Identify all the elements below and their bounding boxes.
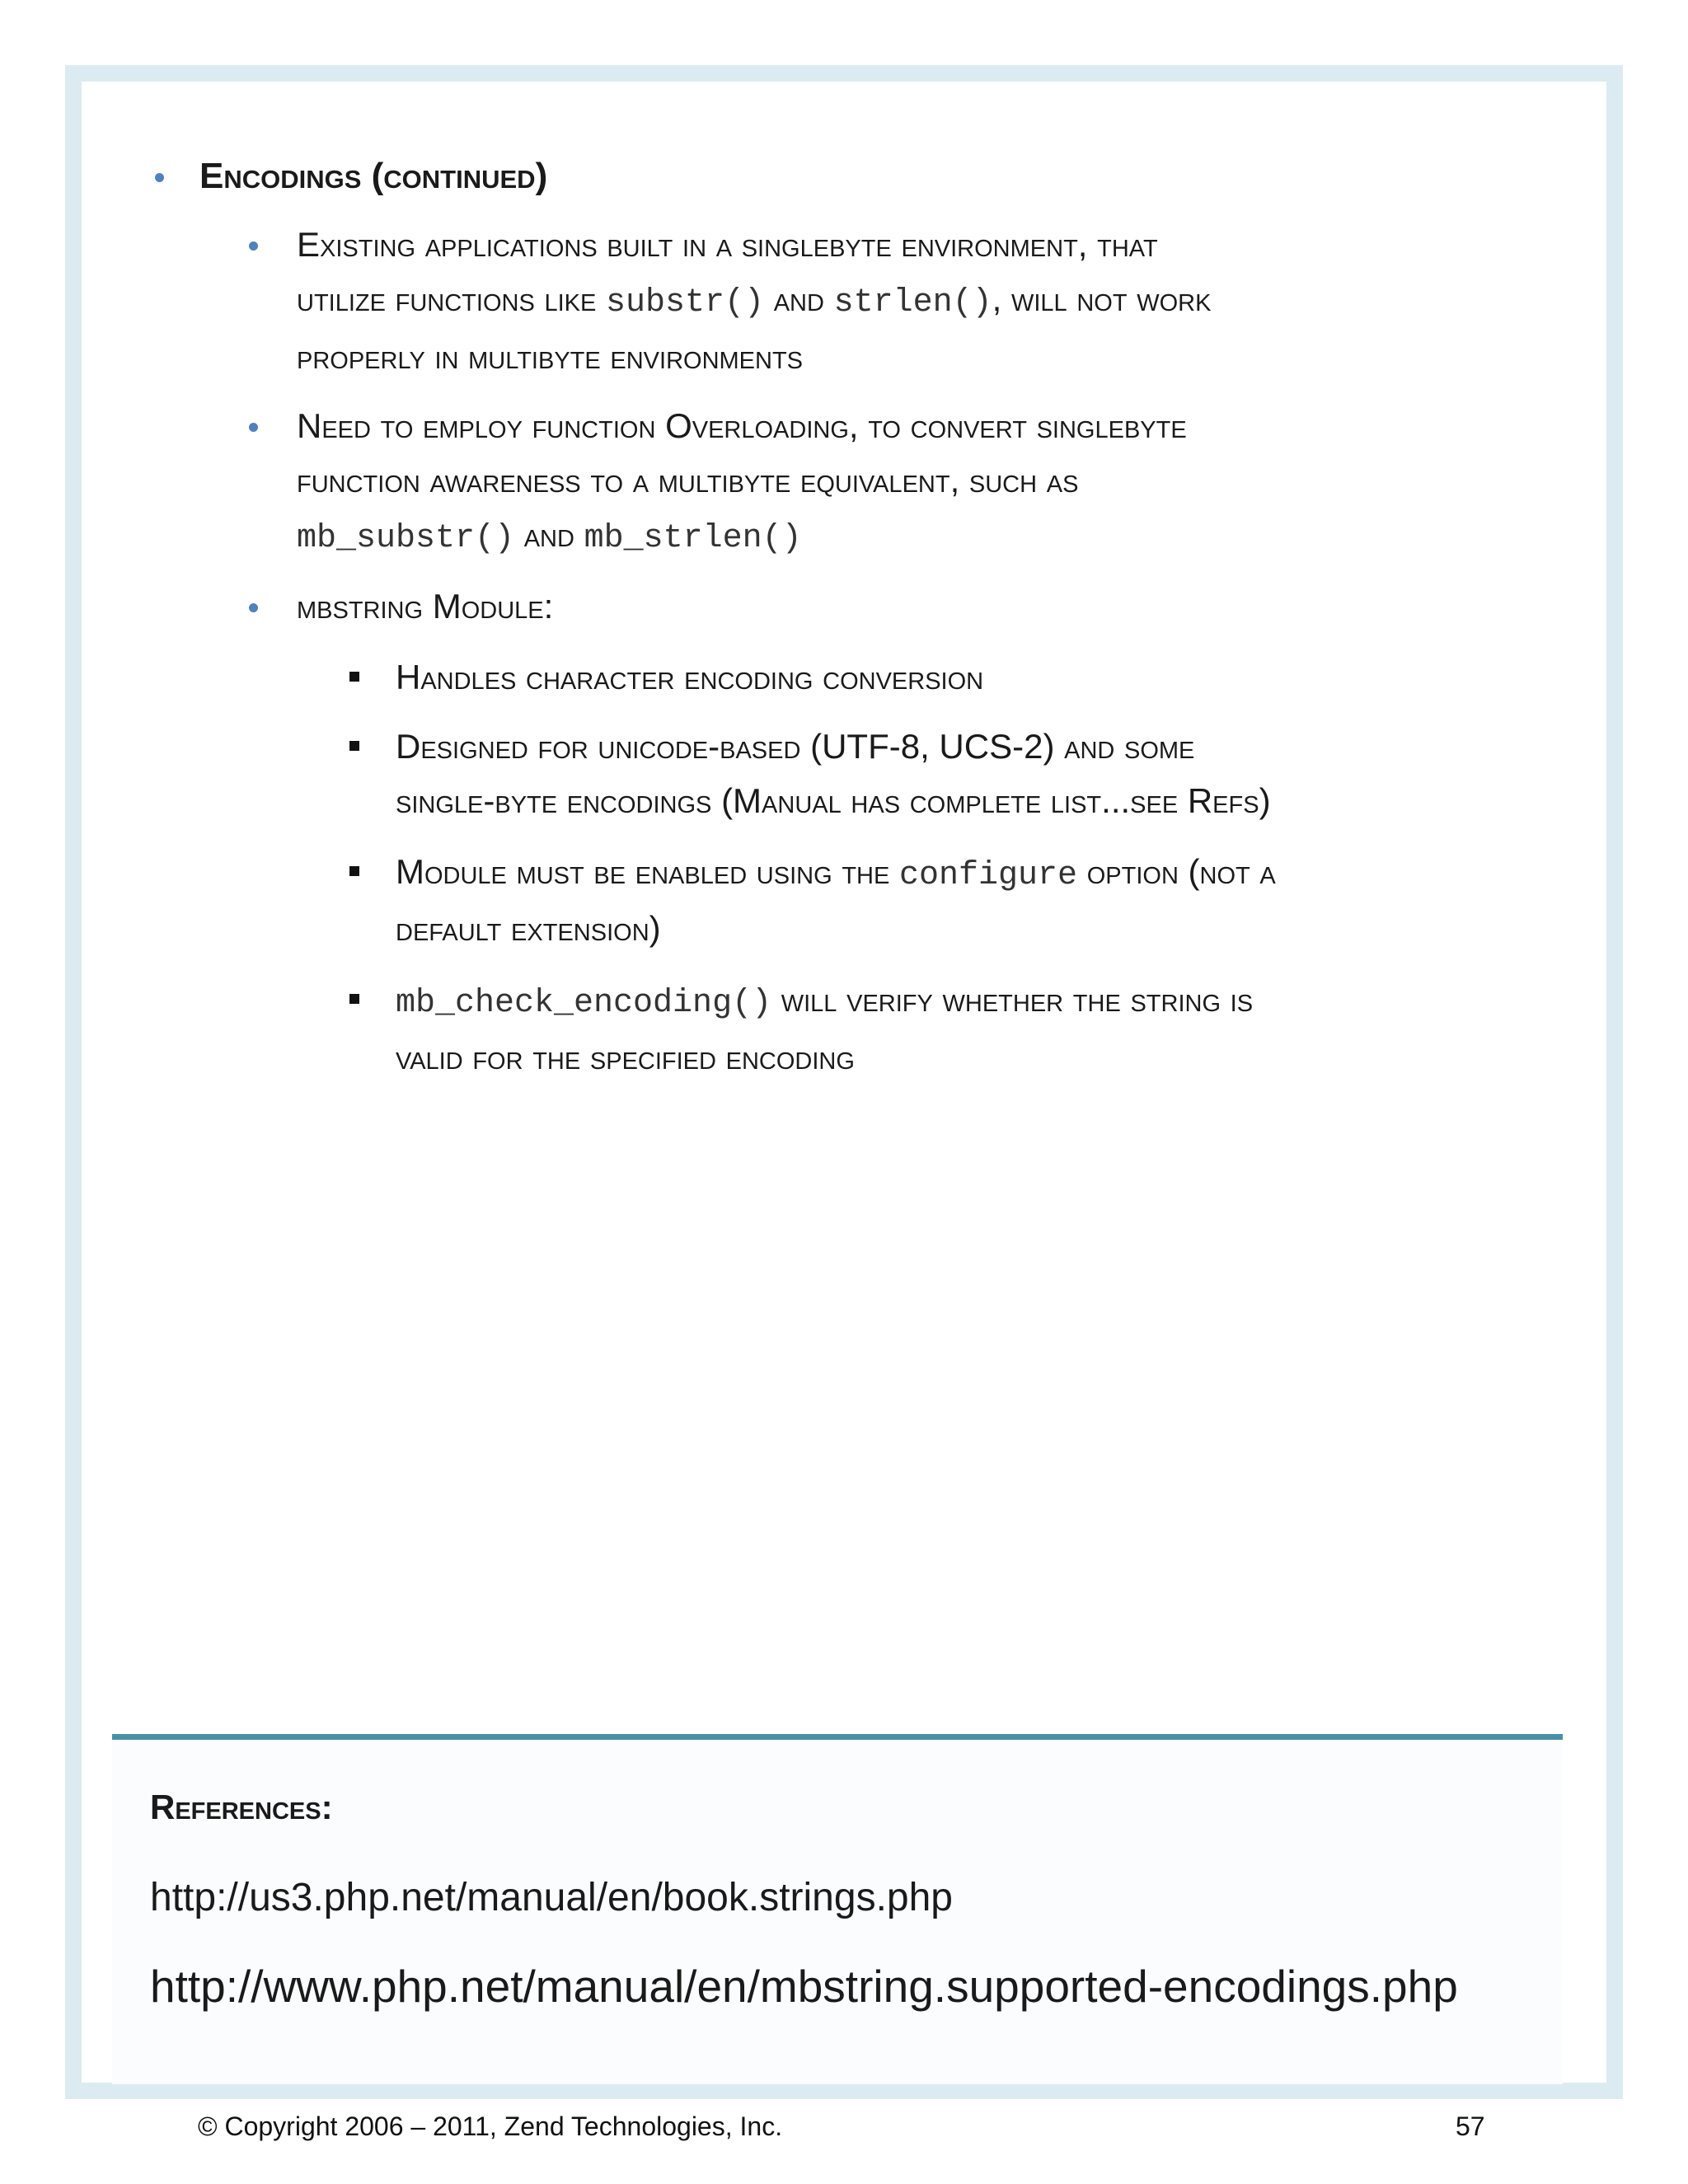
bullet-3-label: mbstring Module: [297,587,554,626]
square-bullet-icon [349,994,359,1004]
references-title: References: [150,1788,333,1826]
copyright-text: © Copyright 2006 – 2011, Zend Technologies, Inc. [198,2111,783,2141]
slide-heading: Encodings (continued) [199,156,548,196]
bullet-2-line-1: Need to employ function Overloading, to convert singlebyte [297,406,1187,445]
bullet-1-line-2: utilize functions like substr() and strlen(), will not work [297,279,1212,321]
code-substr: substr() [606,284,765,321]
subitem-3-line-2: default extension) [396,909,661,948]
code-mb-substr: mb_substr() [297,520,515,557]
bullet-icon [249,423,258,432]
subitem-4-line-2: valid for the specified encoding [396,1038,855,1076]
bullet-2-line-2: function awareness to a multibyte equivalent, such as [297,461,1079,499]
code-configure: configure [899,857,1078,894]
subitem-1: Handles character encoding conversion [396,658,984,696]
reference-link-2[interactable]: http://www.php.net/manual/en/mbstring.supported-encodings.php [150,1961,1458,2012]
subitem-3-line-1: Module must be enabled using the configure option (not a [396,852,1276,894]
subitem-2-line-1: Designed for unicode-based (UTF-8, UCS-2) and some [396,727,1195,766]
bullet-2-line-3: mb_substr() and mb_strlen() [297,515,802,557]
bullet-1-line-3: properly in multibyte environments [297,337,804,376]
square-bullet-icon [349,741,359,751]
code-mb-strlen: mb_strlen() [584,520,802,557]
bullet-1-line-1: Existing applications built in a singlebyte environment, that [297,225,1158,264]
square-bullet-icon [349,866,359,876]
code-strlen: strlen() [833,284,992,321]
references-divider [112,1734,1563,1740]
subitem-4-line-1: mb_check_encoding() will verify whether the string is [396,980,1254,1022]
square-bullet-icon [349,672,359,682]
subitem-2-line-2: single-byte encodings (Manual has complete list...see Refs) [396,781,1271,820]
bullet-icon [155,173,164,182]
bullet-icon [249,241,258,251]
page-number: 57 [1456,2111,1485,2141]
code-mb-check-encoding: mb_check_encoding() [396,985,772,1022]
bullet-icon [249,603,258,612]
reference-link-1[interactable]: http://us3.php.net/manual/en/book.strings.php [150,1876,953,1919]
